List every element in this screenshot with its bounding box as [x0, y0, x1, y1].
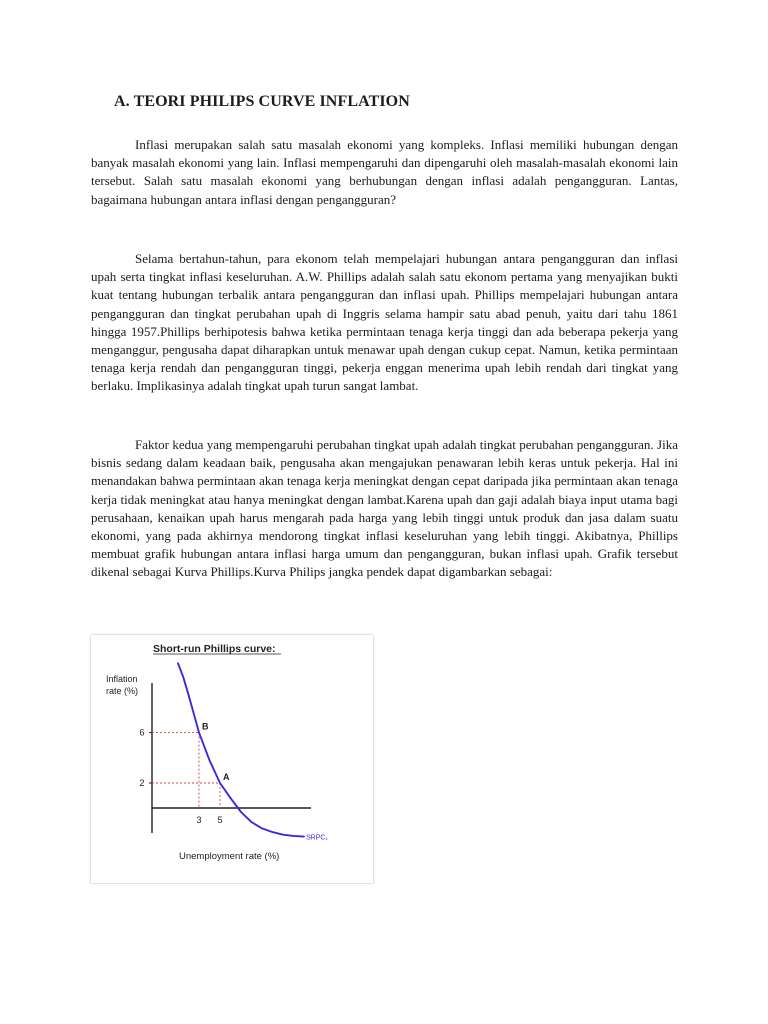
- phillips-curve-chart: [91, 635, 373, 883]
- point-label-A: A: [223, 772, 230, 782]
- phillips-curve-figure: [91, 635, 373, 883]
- point-label-B: B: [202, 721, 209, 732]
- srpc-curve-line: [178, 663, 304, 836]
- srpc-curve-label: SRPC₁: [306, 834, 328, 842]
- paragraph-3: Faktor kedua yang mempengaruhi perubahan tingkat upah adalah tingkat perubahan pengangguran. Jika bisnis sedang dalam keadaan baik, pengusaha akan mengajukan penawaran lebih keras untuk pekerja. Hal ini menandakan bahwa permintaan akan tenaga kerja meningkat dengan cepat daripada jika permintaan akan tenaga kerja tidak meningkat atau hanya meningkat dengan lambat.Karena upah dan gaji adalah biaya input utama bagi perusahaan, kenaikan upah harus mengarah pada harga yang lebih tinggi untuk produk dan jasa dalam suatu ekonomi, yang pada akhirnya mendorong tingkat inflasi keseluruhan yang lebih tinggi. Akibatnya, Phillips membuat grafik hubungan antara inflasi harga umum dan pengangguran, bukan inflasi upah. Grafik tersebut dikenal sebagai Kurva Phillips.Kurva Philips jangka pendek dapat digambarkan sebagai:: [91, 437, 678, 580]
- section-heading: A. TEORI PHILIPS CURVE INFLATION: [114, 93, 410, 110]
- y-axis-label-line1: Inflation: [106, 674, 138, 684]
- x-tick-label-5: 5: [217, 815, 223, 825]
- paragraph-2: Selama bertahun-tahun, para ekonom telah mempelajari hubungan antara pengangguran dan inflasi upah serta tingkat inflasi keseluruhan. A.W. Phillips adalah salah satu ekonom pertama yang menyajikan bukti kuat tentang hubungan terbalik antara pengangguran dan inflasi upah. Phillips mempelajari hubungan antara pengangguran dan tingkat perubahan upah di Inggris selama hampir satu abad penuh, yaitu dari tahu 1861 hingga 1957.Phillips berhipotesis bahwa ketika permintaan tenaga kerja tinggi dan ada beberapa pekerja yang menganggur, pengusaha dapat diharapkan untuk menawar upah dengan cukup cepat. Namun, ketika permintaan tenaga kerja rendah dan pengangguran tinggi, pekerja enggan menerima upah lebih rendah dari tingkat yang berlaku. Implikasinya adalah tingkat upah turun sangat lambat.: [91, 251, 678, 394]
- x-tick-label-3: 3: [196, 815, 202, 825]
- y-tick-label-2: 2: [139, 778, 145, 788]
- plot-layer: [139, 663, 328, 841]
- chart-title: Short-run Phillips curve:: [153, 643, 276, 655]
- x-axis-label: Unemployment rate (%): [179, 851, 280, 862]
- paragraph-1: Inflasi merupakan salah satu masalah ekonomi yang kompleks. Inflasi memiliki hubungan dengan banyak masalah ekonomi yang lain. Inflasi mempengaruhi dan dipengaruhi oleh masalah-masalah ekonomi lain tersebut. Salah satu masalah ekonomi yang berhubungan dengan inflasi adalah pengangguran. Lantas, bagaimana hubungan antara inflasi dengan pengangguran?: [91, 137, 678, 207]
- y-axis-label-line2: rate (%): [106, 686, 139, 696]
- y-tick-label-6: 6: [139, 727, 145, 738]
